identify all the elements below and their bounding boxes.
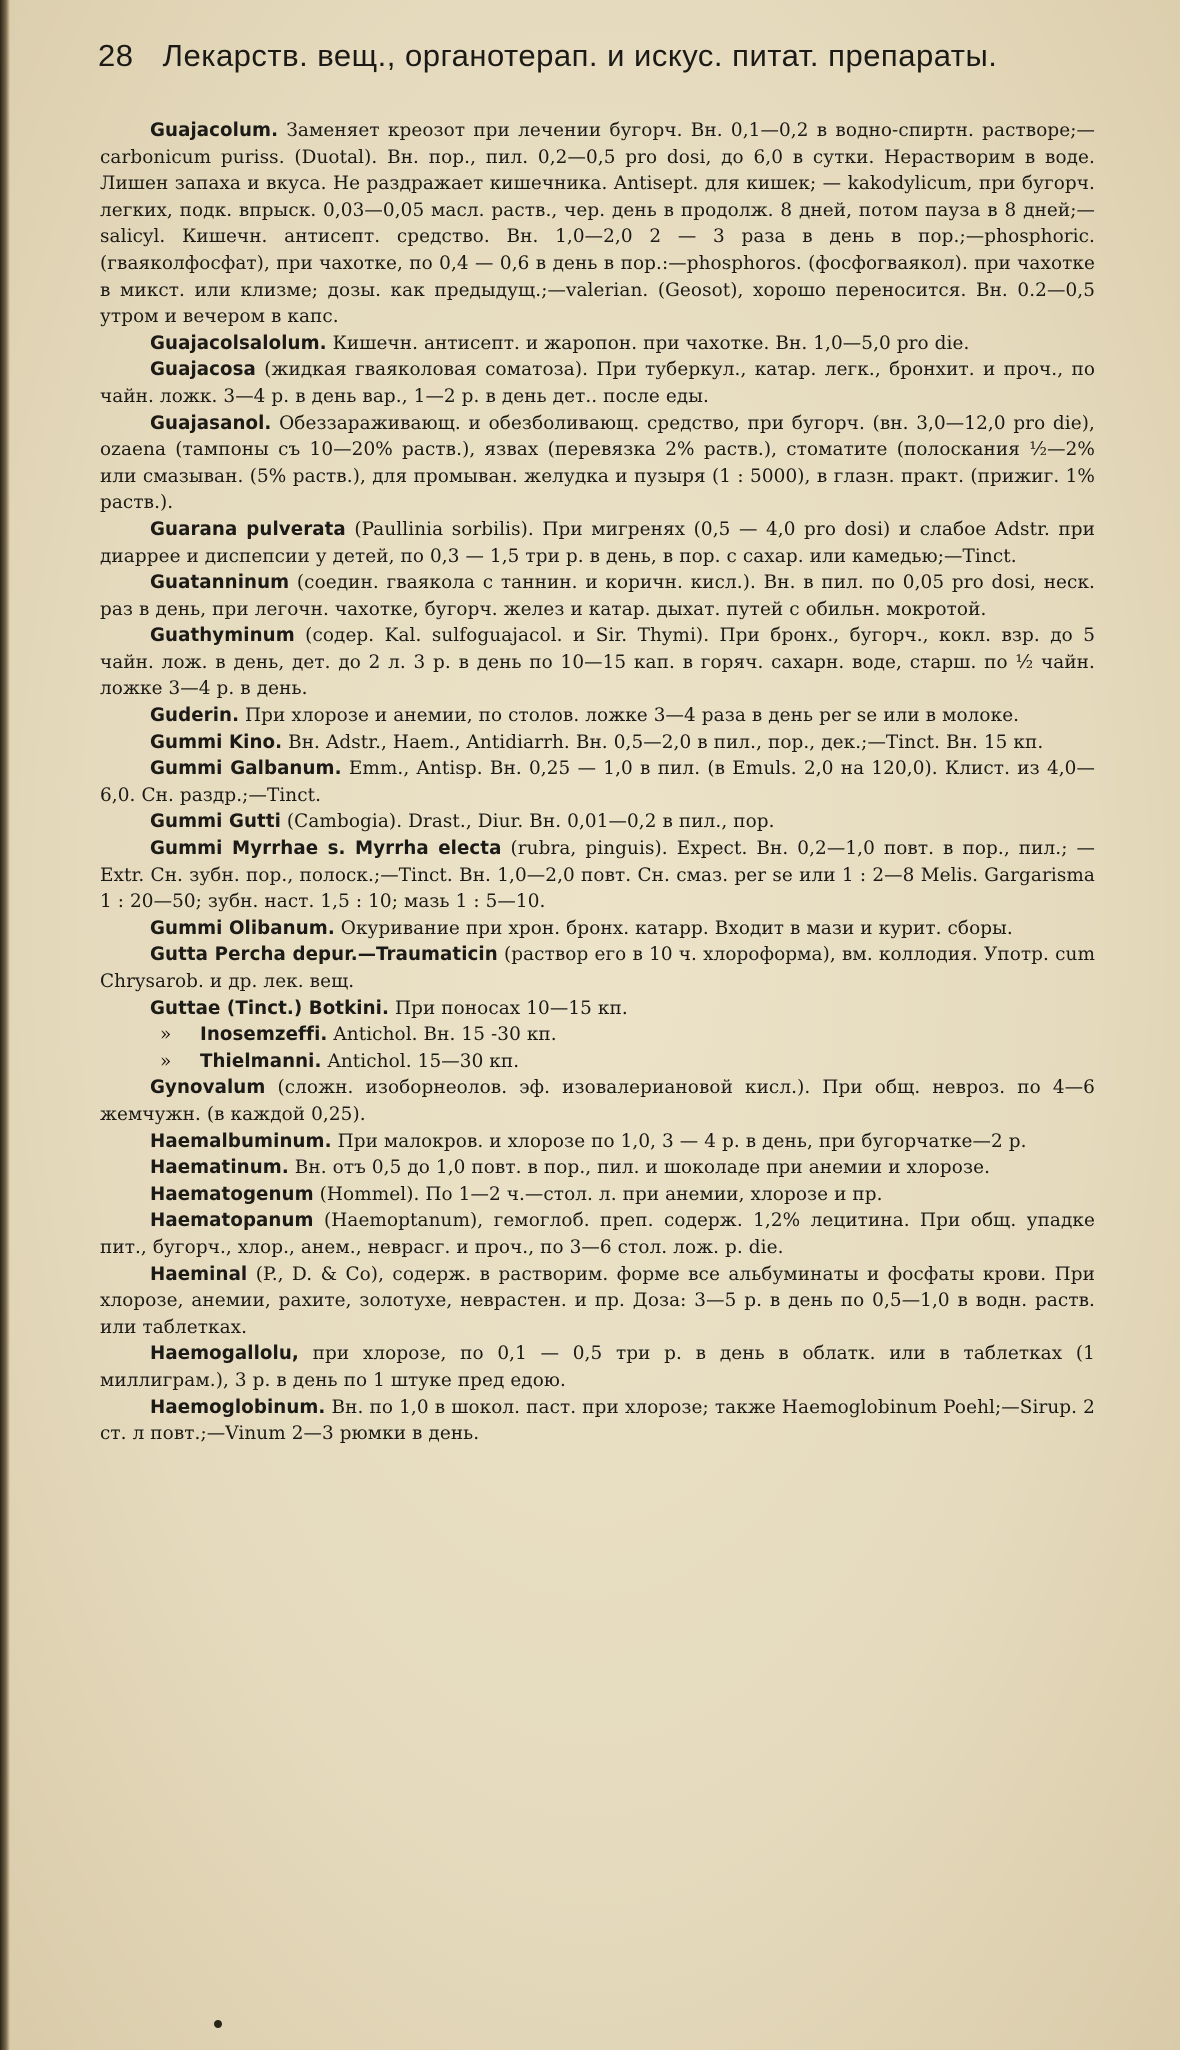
- entry-text: При поносах 10—15 кп.: [394, 997, 628, 1019]
- entry: [100, 1208, 1095, 1261]
- page-number: 28: [98, 38, 134, 73]
- entry: [100, 996, 1095, 1023]
- entry-text: (соедин. гваякола с таннин. и коричн. кисл.). Вн. в пил. по 0,05 pro dosi, неск. раз в день, при легочн. чахотке, бугорч. желез и катар. дыхат. путей с обильн. мокротой.: [100, 572, 1095, 620]
- entry: [100, 730, 1095, 757]
- entry-term: Gummi Kino.: [150, 731, 283, 753]
- entry-text: (сложн. изоборнеолов. эф. изовалериановой кисл.). При общ. невроз. по 4—6 жемчужн. (в каждой 0,25).: [100, 1077, 1095, 1125]
- entry-text: (rubra, pinguis). Expect. Вн. 0,2—1,0 повт. в пор., пил.; — Extr. Сн. зубн. пор., полоск.;—Tinct. Вн. 1,0—2,0 повт. Сн. смаз. per se или 1 : 2—8 Melis. Gargarisma 1 : 20—50; зубн. наст. 1,5 : 10; мазь 1 : 5—10.: [100, 838, 1096, 913]
- entry-text: (жидкая гваяколовая соматоза). При туберкул., катар. легк., бронхит. и проч., по чайн. ложк. 3—4 р. в день вар., 1—2 р. в день дет.. после еды.: [100, 359, 1095, 407]
- entry-text: Antichol. Вн. 15 -30 кп.: [333, 1024, 557, 1046]
- entry-term: Guajacolum.: [150, 120, 279, 141]
- entry: [100, 836, 1095, 916]
- entry-term: Guatanninum: [150, 572, 290, 594]
- entry-term: Gummi Galbanum.: [150, 758, 342, 780]
- entry-term: Guajacolsalolum.: [150, 332, 327, 354]
- entry: [100, 331, 1095, 358]
- entry: [100, 1262, 1095, 1342]
- entry-text: при хлорозе, по 0,1 — 0,5 три р. в день в облатк. или в таблетках (1 миллиграм.), 3 р. в день по 1 штуке пред едою.: [100, 1343, 1095, 1391]
- page-header: [98, 38, 1098, 74]
- entry-term: Guajasanol.: [150, 412, 272, 434]
- entry-term: Haematopanum: [150, 1210, 314, 1232]
- entry-text: (Cambogia). Drast., Diur. Вн. 0,01—0,2 в пил., пор.: [286, 811, 775, 833]
- entry: [100, 1155, 1095, 1182]
- entry-term: Haemogallolu,: [150, 1343, 299, 1365]
- entry: [100, 916, 1095, 943]
- entry-text: (раствор его в 10 ч. хлороформа), вм. коллодия. Употр. cum Chrysarob. и др. лек. вещ.: [100, 944, 1095, 992]
- entry-term: Haeminal: [150, 1263, 248, 1285]
- entry-text: Обеззараживающ. и обезболивающ. средство, при бугорч. (вн. 3,0—12,0 pro die), ozaena (тампоны съ 10—20% раств.), язвах (перевязка 2% раств.), стоматите (полоскания ½—2% или смазыван. (5% раств.), для промыван. желудка и пузыря (1 : 5000), в глазн. практ. (прижиг. 1% раств.).: [100, 412, 1095, 514]
- entry-term: Gummi Myrrhae s. Myrrha electa: [150, 838, 502, 860]
- entry-text: Вн. Adstr., Haem., Antidiarrh. Вн. 0,5—2,0 в пил., пор., дек.;—Tinct. Вн. 15 кп.: [288, 731, 1044, 753]
- entry-term: Haematogenum: [150, 1183, 314, 1205]
- entry: [100, 756, 1095, 809]
- entry: [100, 517, 1095, 570]
- entry-term: Inosemzeffi.: [200, 1024, 328, 1046]
- entry-term: Gutta Percha depur.—Traumaticin: [150, 944, 498, 966]
- entry-text: (Paullinia sorbilis). При мигренях (0,5 — 4,0 pro dosi) и слабое Adstr. при диаррее и диспепсии у детей, по 0,3 — 1,5 три р. в день, в пор. с сахар. или камедью;—Tinct.: [100, 518, 1095, 567]
- entry-term: Gynovalum: [150, 1077, 266, 1099]
- entry-text: Antichol. 15—30 кп.: [327, 1050, 520, 1072]
- entry-text: При малокров. и хлорозе по 1,0, 3 — 4 р. в день, при бугорчатке—2 р.: [337, 1130, 1027, 1152]
- entry: [100, 1129, 1095, 1156]
- entry-term: Haemalbuminum.: [150, 1130, 332, 1152]
- entry-term: Haemoglobinum.: [150, 1396, 326, 1418]
- entry: [100, 1182, 1095, 1209]
- entry-term: Guajacosa: [150, 359, 256, 381]
- entry-term: Thielmanni.: [200, 1050, 322, 1072]
- entry-term: Guathyminum: [150, 625, 295, 647]
- entry-text: Вн. отъ 0,5 до 1,0 повт. в пор., пил. и шоколаде при анемии и хлорозе.: [294, 1157, 991, 1179]
- entry-term: Guderin.: [150, 705, 240, 727]
- entry-term: Gummi Olibanum.: [150, 917, 335, 939]
- sub-entry: [100, 1049, 1095, 1076]
- entry-text: (Hommel). По 1—2 ч.—стол. л. при анемии, хлорозе и пр.: [319, 1183, 883, 1205]
- entry-text: Emm., Antisp. Вн. 0,25 — 1,0 в пил. (в Emuls. 2,0 на 120,0). Клист. из 4,0—6,0. Сн. раздр.;—Tinct.: [100, 758, 1095, 806]
- entry-text: Кишечн. антисепт. и жаропон. при чахотке. Вн. 1,0—5,0 pro die.: [332, 332, 970, 354]
- entry-term: Haematinum.: [150, 1157, 289, 1179]
- entry-term: Gummi Gutti: [150, 811, 281, 833]
- entry: [100, 570, 1095, 623]
- entry-text: (P., D. & Co), содерж. в растворим. форме все альбуминаты и фосфаты крови. При хлорозе, анемии, рахите, золотухе, неврастен. и пр. Доза: 3—5 р. в день по 0,5—1,0 в водн. раств. или таблетках.: [100, 1263, 1096, 1338]
- entry: [100, 411, 1095, 517]
- entry-term: Guarana pulverata: [150, 518, 346, 540]
- ditto-mark: »: [160, 1024, 172, 1046]
- running-title: Лекарств. вещ., органотерап. и искус. питат. препараты.: [162, 38, 998, 73]
- page-binding-edge: [0, 0, 10, 2050]
- entry: [100, 809, 1095, 836]
- entry: [100, 942, 1095, 995]
- sub-entry: [100, 1022, 1095, 1049]
- entry-text: Вн. по 1,0 в шокол. паст. при хлорозе; также Haemoglobinum Poehl;—Sirup. 2 ст. л повт.;—Vinum 2—3 рюмки в день.: [100, 1396, 1095, 1445]
- dictionary-entries: [100, 118, 1095, 1448]
- entry: [100, 703, 1095, 730]
- entry: [100, 1075, 1095, 1128]
- entry: [100, 623, 1095, 703]
- entry-text: Заменяет креозот при лечении бугорч. Вн. 0,1—0,2 в водно-спиртн. растворе;—carbonicum puriss. (Duotal). Вн. пор., пил. 0,2—0,5 pro dosi, до 6,0 в сутки. Нерастворим в воде. Лишен запаха и вкуса. Не раздражает кишечника. Antisept. для кишек; — kakodylicum, при бугорч. легких, подк. впрыск. 0,03—0,05 масл. раств., чер. день в продолж. 8 дней, потом пауза в 8 дней;—salicyl. Кишечн. антисепт. средство. Вн. 1,0—2,0 2 — 3 раза в день в пор.;—phosphoric. (гваяколфосфат), при чахотке, по 0,4 — 0,6 в день в пор.:—phosphoros. (фосфогваякол). при чахотке в микст. или клизме; дозы. как предыдущ.;—valerian. (Geosot), хорошо переносится. Вн. 0.2—0,5 утром и вечером в капс.: [100, 120, 1096, 328]
- entry-text: (содер. Kal. sulfoguajacol. и Sir. Thymi). При бронх., бугорч., кокл. взр. до 5 чайн. лож. в день, дет. до 2 л. 3 р. в день по 10—15 кап. в горяч. сахарн. воде, старш. по ½ чайн. ложке 3—4 р. в день.: [100, 625, 1096, 700]
- ditto-mark: »: [160, 1050, 172, 1072]
- entry-text: (Haemoptanum), гемоглоб. преп. содерж. 1,2% лецитина. При общ. упадке пит., бугорч., хлор., анем., неврасг. и проч., по 3—6 стол. лож. р. die.: [100, 1210, 1095, 1258]
- ink-spot: [214, 2020, 222, 2028]
- entry: [100, 1395, 1095, 1448]
- entry: [100, 1341, 1095, 1394]
- entry: [100, 118, 1095, 331]
- entry-text: При хлорозе и анемии, по столов. ложке 3—4 раза в день per se или в молоке.: [245, 705, 1020, 727]
- entry: [100, 357, 1095, 410]
- entry-term: Guttae (Tinct.) Botkini.: [150, 997, 390, 1019]
- entry-text: Окуривание при хрон. бронх. катарр. Входит в мази и курит. сборы.: [340, 917, 1013, 939]
